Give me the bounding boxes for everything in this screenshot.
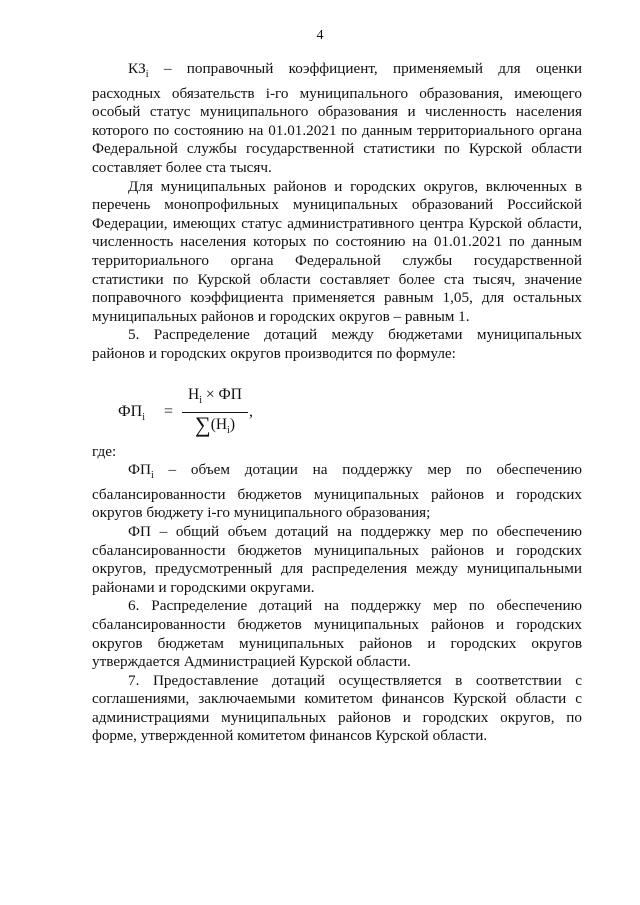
formula-fraction bbox=[182, 385, 248, 442]
k3-subscript: i bbox=[145, 69, 149, 81]
paragraph-k3-definition bbox=[92, 60, 582, 178]
formula-numerator: $Н_i$ × ФП bbox=[188, 385, 242, 406]
formula-denominator: $\sum(Н_i)$ bbox=[195, 411, 235, 437]
where-label: где: bbox=[92, 442, 117, 460]
document-body bbox=[92, 60, 582, 746]
fraction-bar bbox=[182, 412, 248, 413]
formula-lhs: $ФП_i$ bbox=[118, 402, 145, 423]
k3-symbol: КЗ bbox=[128, 60, 146, 77]
paragraph-item-7: 7. Предоставление дотаций осуществляется в соответствии с соглашениями, заключаемыми комитетом финансов Курской области с администрациями муниципальных районов и городских округов, по форме, утвержденной комитетом финансов Курской области. bbox=[92, 671, 582, 745]
page-number: 4 bbox=[316, 28, 324, 43]
formula-equals: = bbox=[164, 402, 174, 420]
sum-symbol: ∑ bbox=[195, 411, 211, 437]
formula-comma: , bbox=[249, 402, 253, 420]
paragraph-coefficient: Для муниципальных районов и городских округов, включенных в перечень монопрофильных муниципальных образований Российской Федерации, имеющих статус административного центра Курской области, численность населения которых по состоянию на 01.01.2021 по данным территориального органа Федеральной службы государственной статистики по Курской области составляет более ста тысяч, значение поправочного коэффициента применяется равным 1,05, для остальных муниципальных районов и городских округов – равным 1. bbox=[92, 177, 582, 325]
k3-text: – поправочный коэффициент, применяемый для оценки расходных обязательств i-го муниципального образования, имеющего особый статус муниципального образования и численность населения которого по состоянию на 01.01.2021 по данным территориального органа Федеральной службы государственной статистики по Курской области составляет более ста тысяч. bbox=[92, 60, 582, 176]
definition-fp: ФП – общий объем дотаций на поддержку мер по обеспечению сбалансированности бюджетов муниципальных районов и городских округов, предусмотренный для распределения между муниципальными районами и городскими округами. bbox=[92, 522, 582, 596]
definition-fpi: $ФП_i$ – объем дотации на поддержку мер по обеспечению сбалансированности бюджетов муниципальных районов и городских округов бюджету i-го муниципального образования; bbox=[92, 461, 582, 522]
paragraph-item-5: 5. Распределение дотаций между бюджетами муниципальных районов и городских округов производится по формуле: bbox=[92, 326, 582, 362]
paragraph-item-6: 6. Распределение дотаций на поддержку мер по обеспечению сбалансированности бюджетов муниципальных районов и городских округов бюджетам муниципальных районов и городских округов утверждается Администрацией Курской области. bbox=[92, 597, 582, 671]
distribution-formula bbox=[92, 385, 582, 441]
